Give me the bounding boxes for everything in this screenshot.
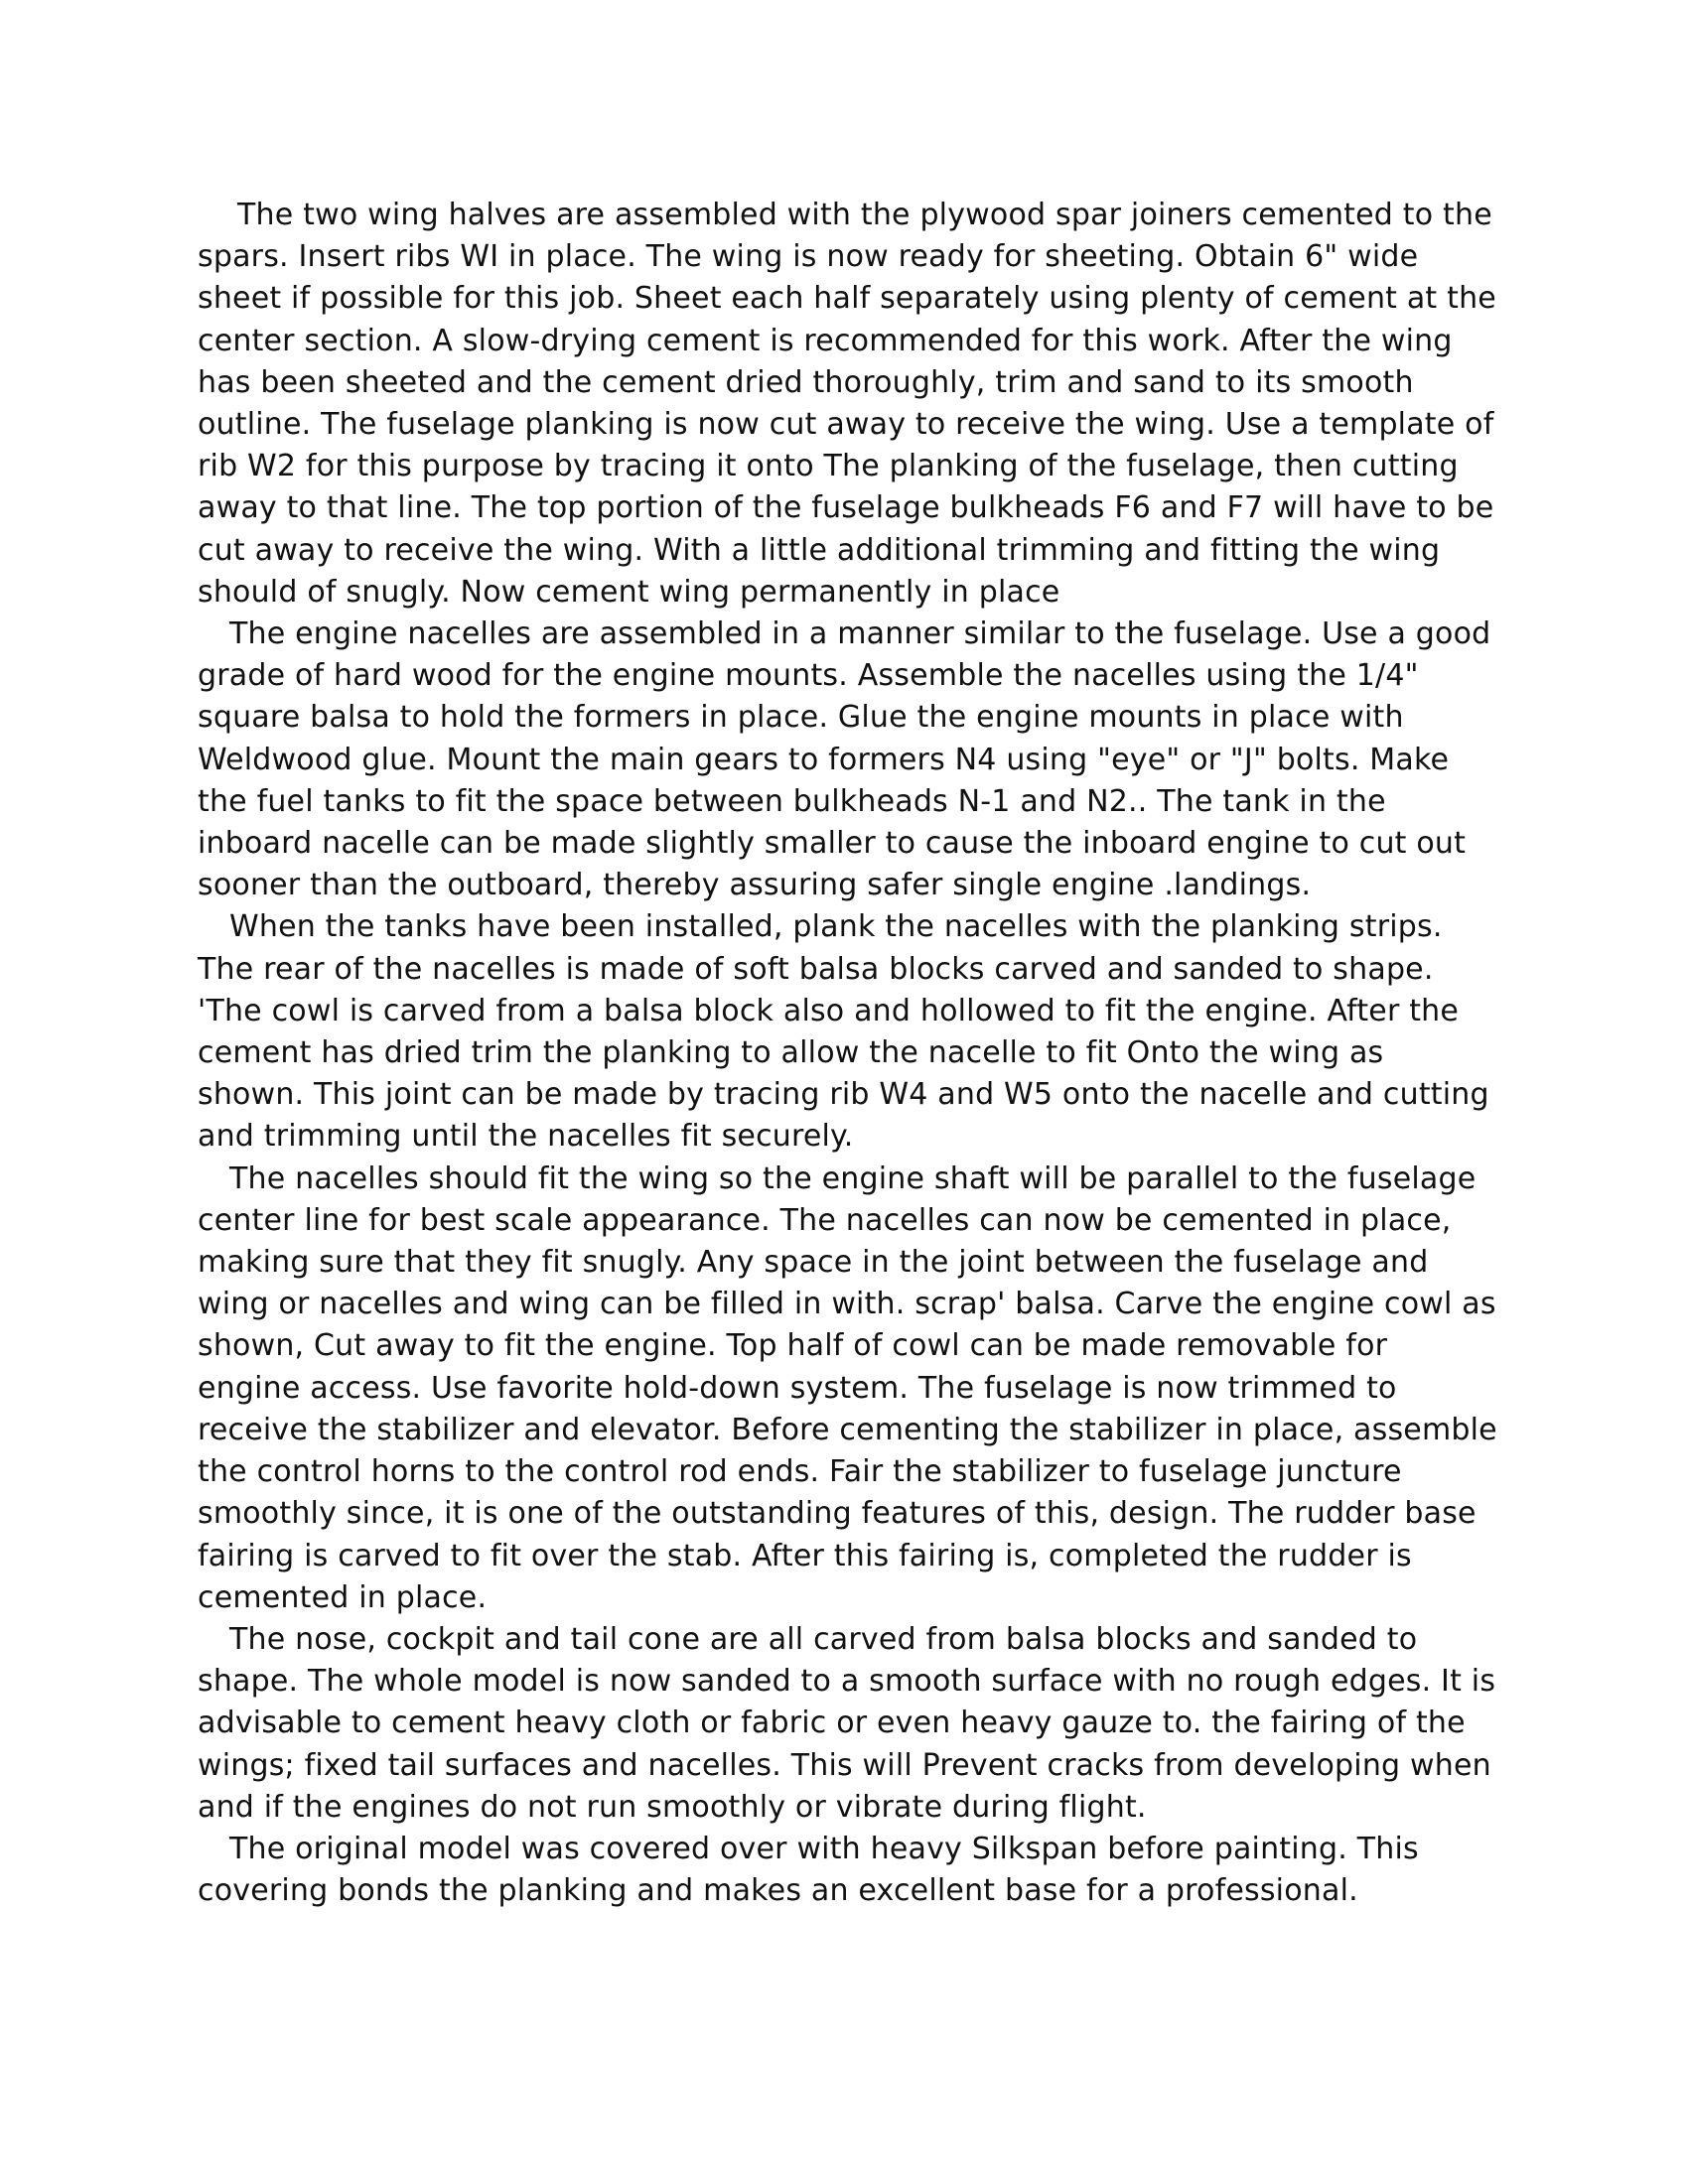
paragraph-wing-assembly: The two wing halves are assembled with the plywood spar joiners cemented to the spars. Insert ribs WI in place. The wing is now ready for sheeting. Obtain 6" wide sheet if possible for this job. Sheet each half separately using plenty of cement at the center section. A slow-drying cement is recommended for this work. After the wing has been sheeted and the cement dried thoroughly, trim and sand to its smooth outline. The fuselage planking is now cut away to receive the wing. Use a template of rib W2 for this purpose by tracing it onto The planking of the fuselage, then cutting away to that line. The top portion of the fuselage bulkheads F6 and F7 will have to be cut away to receive the wing. With a little additional trimming and fitting the wing should of snugly. Now cement wing permanently in place <box>198 198 1496 610</box>
paragraph-nacelle-planking: When the tanks have been installed, plank the nacelles with the planking strips. The rear of the nacelles is made of soft balsa blocks carved and sanded to shape. 'The cowl is carved from a balsa block also and hollowed to fit the engine. After the cement has dried trim the planking to allow the nacelle to fit Onto the wing as shown. This joint can be made by tracing rib W4 and W5 onto the nacelle and cutting and trimming until the nacelles fit securely. <box>198 909 1489 1155</box>
paragraph-nacelle-fitting: The nacelles should fit the wing so the engine shaft will be parallel to the fuselage center line for best scale appearance. The nacelles can now be cemented in place, making sure that they fit snugly. Any space in the joint between the fuselage and wing or nacelles and wing can be filled in with. scrap' balsa. Carve the engine cowl as shown, Cut away to fit the engine. Top half of cowl can be made removable for engine access. Use favorite hold-down system. The fuselage is now trimmed to receive the stabilizer and elevator. Before cementing the stabilizer in place, assemble the control horns to the control rod ends. Fair the stabilizer to fuselage juncture smoothly since, it is one of the outstanding features of this, design. The rudder base fairing is carved to fit over the stab. After this fairing is, completed the rudder is cemented in place. <box>198 1160 1497 1615</box>
paragraph-covering: The original model was covered over with heavy Silkspan before painting. This covering bonds the planking and makes an excellent base for a professional. <box>198 1831 1419 1909</box>
body-text <box>198 195 1498 1912</box>
paragraph-engine-nacelles: The engine nacelles are assembled in a manner similar to the fuselage. Use a good grade of hard wood for the engine mounts. Assemble the nacelles using the 1/4" square balsa to hold the formers in place. Glue the engine mounts in place with Weldwood glue. Mount the main gears to formers N4 using "eye" or "J" bolts. Make the fuel tanks to fit the space between bulkheads N-1 and N2.. The tank in the inboard nacelle can be made slightly smaller to cause the inboard engine to cut out sooner than the outboard, thereby assuring safer single engine .landings. <box>198 616 1491 903</box>
paragraph-carving-sanding: The nose, cockpit and tail cone are all carved from balsa blocks and sanded to shape. The whole model is now sanded to a smooth surface with no rough edges. It is advisable to cement heavy cloth or fabric or even heavy gauze to. the fairing of the wings; fixed tail surfaces and nacelles. This will Prevent cracks from developing when and if the engines do not run smoothly or vibrate during flight. <box>198 1621 1496 1825</box>
